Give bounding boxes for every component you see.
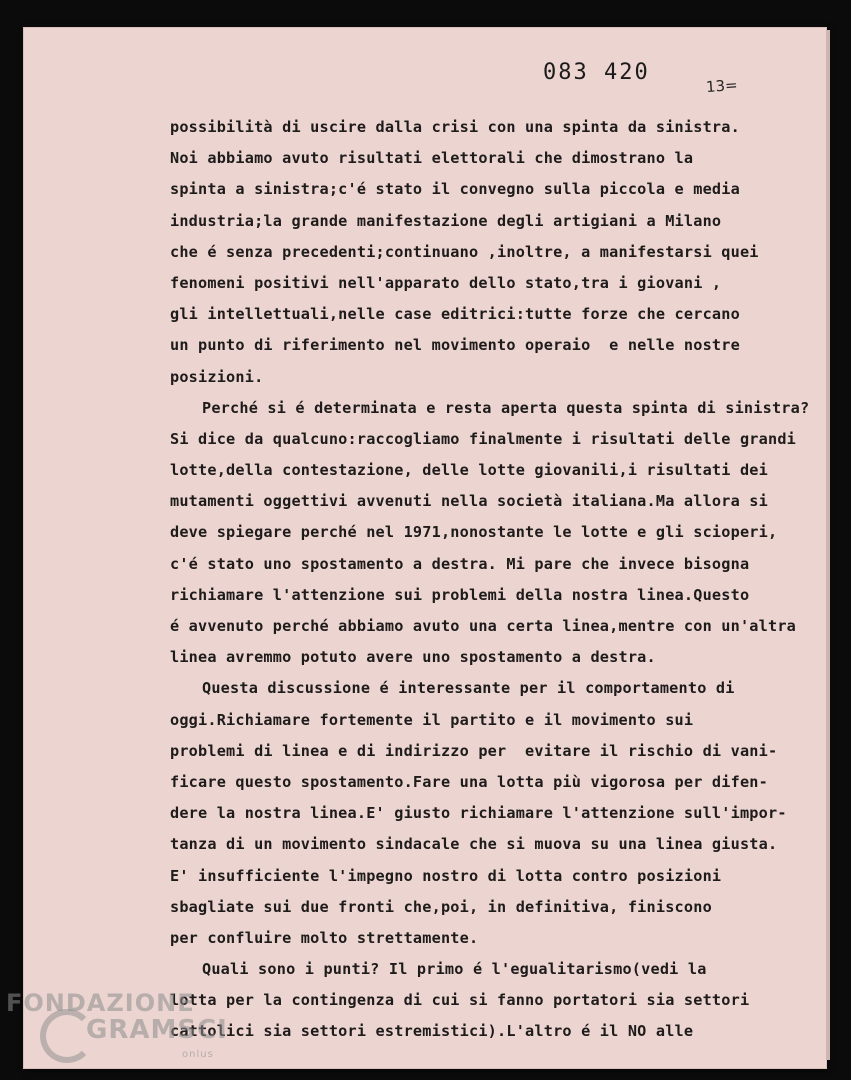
text-line: spinta a sinistra;c'é stato il convegno sulla piccola e media	[170, 180, 740, 199]
text-line: linea avremmo potuto avere uno spostamento a destra.	[170, 648, 656, 667]
reference-number: 083 420	[543, 60, 650, 85]
text-line: possibilità di uscire dalla crisi con una spinta da sinistra.	[170, 118, 740, 136]
paragraph-start-line: Quali sono i punti? Il primo é l'egualitarismo(vedi la	[202, 960, 707, 979]
text-line: gli intellettuali,nelle case editrici:tutte forze che cercano	[170, 305, 740, 324]
text-line: lotta per la contingenza di cui si fanno portatori sia settori	[170, 991, 750, 1010]
text-line: c'é stato uno spostamento a destra. Mi pare che invece bisogna	[170, 554, 750, 573]
text-line: industria;la grande manifestazione degli artigiani a Milano	[170, 211, 722, 230]
text-line: oggi.Richiamare fortemente il partito e il movimento sui	[170, 710, 694, 729]
watermark-line-2: GRAMSCI	[86, 1015, 228, 1045]
text-line: lotte,della contestazione, delle lotte giovanili,i risultati dei	[170, 461, 768, 480]
text-line: problemi di linea e di indirizzo per evitare il rischio di vani-	[170, 741, 778, 760]
archive-watermark-logo	[6, 985, 226, 1080]
text-line: cattolici sia settori estremistici).L'altro é il NO alle	[170, 1022, 694, 1041]
text-line: sbagliate sui due fronti che,poi, in definitiva, finiscono	[170, 897, 712, 916]
text-line: tanza di un movimento sindacale che si muova su una linea giusta.	[170, 835, 778, 854]
text-line: é avvenuto perché abbiamo avuto una certa linea,mentre con un'altra	[170, 617, 797, 635]
text-line: ficare questo spostamento.Fare una lotta più vigorosa per difen-	[170, 772, 768, 791]
text-line: deve spiegare perché nel 1971,nonostante le lotte e gli scioperi,	[170, 523, 778, 542]
text-line: richiamare l'attenzione sui problemi della nostra linea.Questo	[170, 585, 750, 604]
text-line: che é senza precedenti;continuano ,inoltre, a manifestarsi quei	[170, 242, 759, 261]
text-line: Si dice da qualcuno:raccogliamo finalmente i risultati delle grandi	[170, 429, 797, 448]
text-line: fenomeni positivi nell'apparato dello stato,tra i giovani ,	[170, 273, 722, 292]
watermark-line-1: FONDAZIONE	[6, 989, 195, 1017]
text-line: Noi abbiamo avuto risultati elettorali che dimostrano la	[170, 149, 694, 168]
paragraph-start-line: Perché si é determinata e resta aperta questa spinta di sinistra?	[202, 398, 810, 417]
document-body	[170, 112, 820, 1048]
text-line: mutamenti oggettivi avvenuti nella società italiana.Ma allora si	[170, 492, 768, 511]
text-line: E' insufficiente l'impegno nostro di lotta contro posizioni	[170, 866, 722, 885]
watermark-line-3: onlus	[182, 1049, 214, 1060]
handwritten-page-number: 13=	[705, 75, 739, 97]
paragraph-start-line: Questa discussione é interessante per il comportamento di	[202, 679, 735, 698]
text-line: un punto di riferimento nel movimento operaio e nelle nostre	[170, 336, 740, 355]
text-line: per confluire molto strettamente.	[170, 928, 479, 947]
text-line: posizioni.	[170, 367, 264, 386]
text-line: dere la nostra linea.E' giusto richiamare l'attenzione sull'impor-	[170, 804, 787, 823]
page-edge	[826, 30, 830, 1060]
